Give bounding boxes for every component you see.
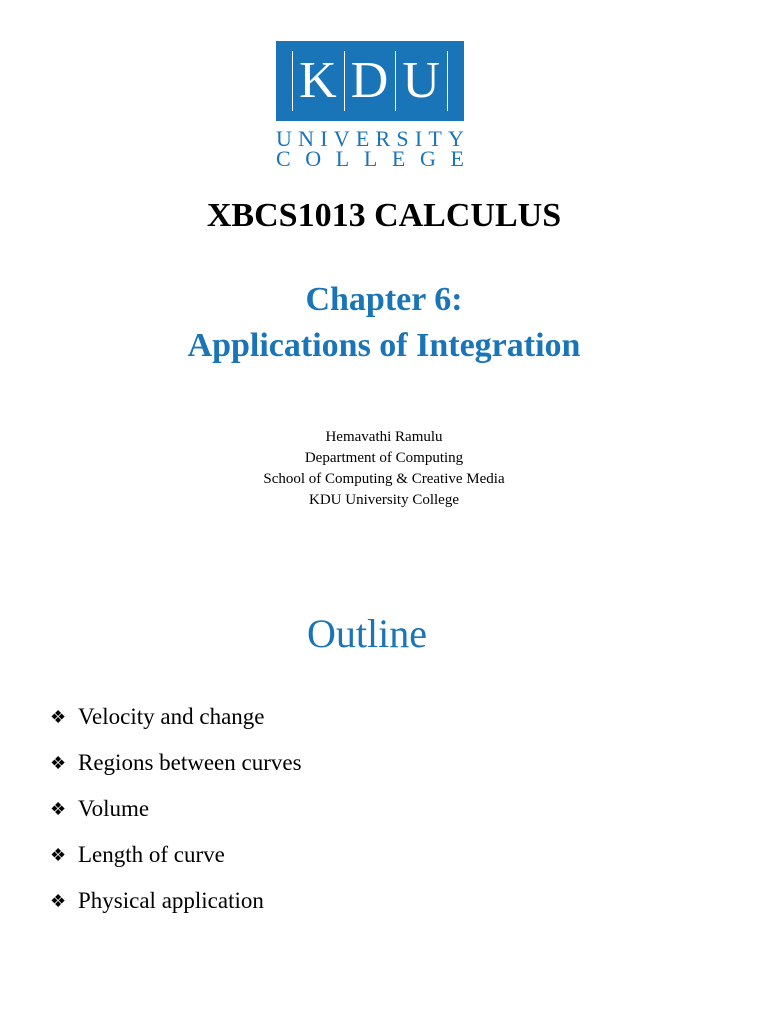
diamond-bullet-icon: ❖ — [50, 890, 67, 911]
course-title: XBCS1013 CALCULUS — [206, 197, 562, 234]
logo-glyph: L — [335, 146, 350, 171]
logo-divider — [344, 51, 345, 111]
author-info — [0, 427, 768, 511]
logo-letter-d: D — [350, 52, 390, 109]
author-name: Hemavathi Ramulu — [325, 429, 443, 445]
author-department: Department of Computing — [304, 450, 464, 466]
list-item — [50, 786, 302, 832]
logo-glyph: V — [333, 126, 350, 151]
outline-heading: Outline — [307, 611, 427, 656]
logo-glyph: E — [391, 146, 406, 171]
list-item — [50, 694, 302, 740]
logo-glyph: G — [419, 146, 436, 171]
outline-item-text: Volume — [78, 796, 150, 821]
logo-glyph: Y — [448, 126, 464, 151]
logo-glyph: C — [276, 146, 291, 171]
logo-glyph: I — [320, 126, 328, 151]
logo-glyph: R — [375, 126, 391, 151]
logo-glyph: L — [363, 146, 378, 171]
list-item — [50, 832, 302, 878]
logo-divider — [395, 51, 396, 111]
diamond-bullet-icon: ❖ — [50, 844, 67, 865]
outline-item-text: Regions between curves — [78, 750, 302, 775]
logo-glyph: E — [450, 146, 464, 171]
diamond-bullet-icon: ❖ — [50, 752, 67, 773]
list-item — [50, 878, 302, 924]
logo-glyph: S — [396, 126, 409, 151]
author-institution: KDU University College — [309, 492, 459, 508]
list-item — [50, 740, 302, 786]
logo-letter-k: K — [299, 52, 338, 109]
logo-glyph: I — [414, 126, 423, 151]
diamond-bullet-icon: ❖ — [50, 798, 67, 819]
logo-glyph: U — [276, 126, 292, 151]
chapter-title — [0, 277, 768, 369]
logo-glyph: T — [428, 126, 442, 151]
logo-divider — [447, 51, 448, 111]
logo-glyph: E — [355, 126, 370, 151]
outline-list — [50, 694, 302, 924]
outline-item-text: Length of curve — [78, 842, 225, 867]
logo-letter-u: U — [402, 52, 441, 109]
logo-glyph: O — [305, 146, 322, 171]
diamond-bullet-icon: ❖ — [50, 706, 67, 727]
logo-college-text — [276, 148, 464, 170]
kdu-logo — [276, 41, 464, 121]
logo-divider — [292, 51, 293, 111]
chapter-number: Chapter 6: — [305, 281, 463, 318]
logo-glyph: N — [298, 126, 314, 151]
chapter-name: Applications of Integration — [187, 327, 581, 364]
author-school: School of Computing & Creative Media — [263, 471, 505, 487]
outline-item-text: Velocity and change — [78, 704, 265, 729]
outline-item-text: Physical application — [78, 888, 264, 913]
